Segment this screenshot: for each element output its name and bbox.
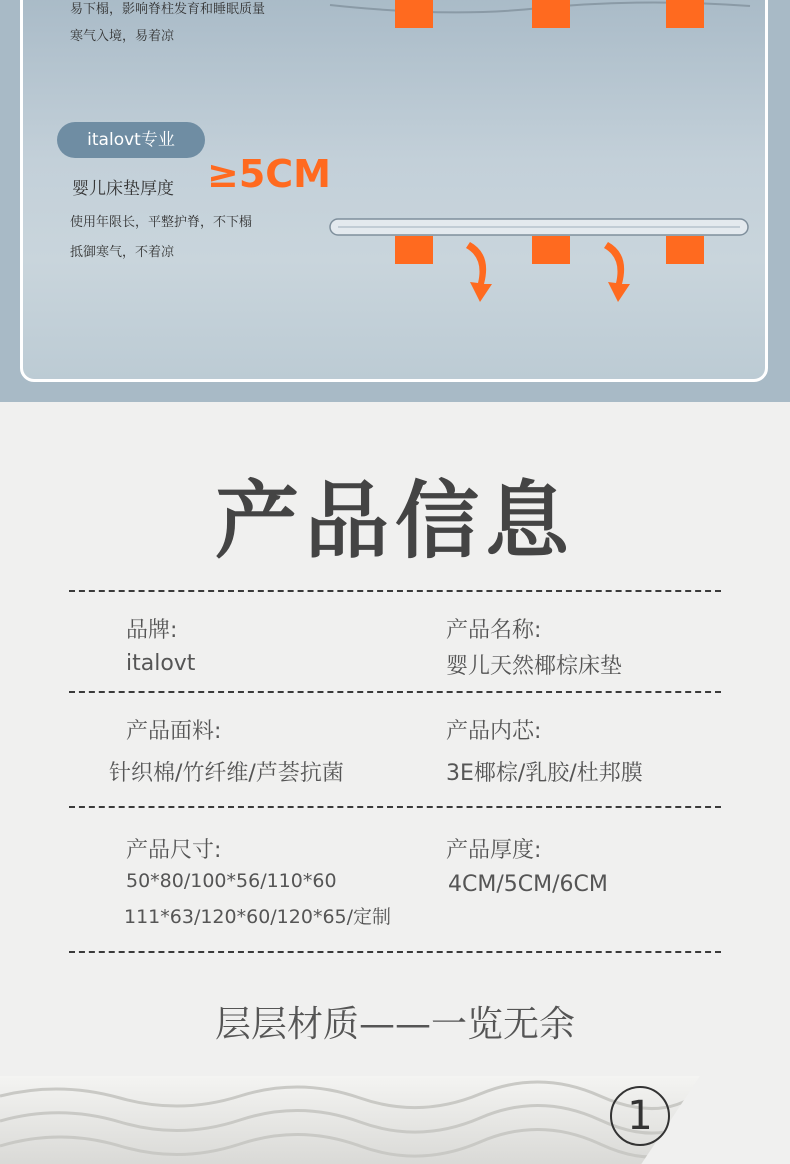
core-label: 产品内芯:	[446, 719, 542, 744]
thickness-value: ≥5CM	[207, 152, 331, 196]
support-block-icon	[532, 0, 570, 28]
down-arrow-icon	[466, 242, 492, 302]
product-thickness-label: 产品厚度:	[446, 838, 542, 863]
comparison-illustration	[0, 0, 790, 402]
dashed-divider	[69, 590, 721, 592]
page-title: 产品信息	[214, 472, 575, 570]
normal-desc-1: 易下榻，影响脊柱发育和睡眠质量	[70, 2, 266, 17]
product-info-section	[0, 402, 790, 1164]
support-block-icon	[666, 0, 704, 28]
dashed-divider	[69, 806, 721, 808]
dashed-divider	[69, 691, 721, 693]
product-thickness-value: 4CM/5CM/6CM	[448, 872, 608, 897]
support-block-icon	[532, 236, 570, 264]
support-block-icon	[395, 0, 433, 28]
size-value-line-2: 111*63/120*60/120*65/定制	[124, 906, 392, 928]
brand-value: italovt	[126, 651, 196, 676]
slogan: 层层材质——一览无余	[214, 1004, 575, 1045]
down-arrow-icon	[604, 242, 630, 302]
product-name-label: 产品名称:	[446, 618, 542, 643]
product-name-value: 婴儿天然椰棕床垫	[446, 654, 623, 679]
size-label: 产品尺寸:	[126, 838, 222, 863]
fabric-label: 产品面料:	[126, 719, 222, 744]
brand-label: 品牌:	[126, 618, 178, 643]
mattress-layer-image	[0, 1076, 700, 1164]
thickness-comparison-panel	[0, 0, 790, 402]
brand-badge: italovt专业	[57, 122, 205, 158]
support-block-icon	[666, 236, 704, 264]
normal-desc-2: 寒气入境，易着凉	[70, 29, 175, 44]
layer-number-badge: 1	[610, 1086, 670, 1146]
pro-desc-2: 抵御寒气，不着凉	[70, 245, 175, 260]
thickness-label: 婴儿床垫厚度	[72, 179, 174, 199]
fabric-value: 针织棉/竹纤维/芦荟抗菌	[109, 761, 344, 786]
support-block-icon	[395, 236, 433, 264]
dashed-divider	[69, 951, 721, 953]
core-value: 3E椰棕/乳胶/杜邦膜	[446, 761, 643, 786]
pro-desc-1: 使用年限长，平整护脊，不下榻	[70, 215, 253, 230]
size-value-line-1: 50*80/100*56/110*60	[126, 870, 337, 892]
